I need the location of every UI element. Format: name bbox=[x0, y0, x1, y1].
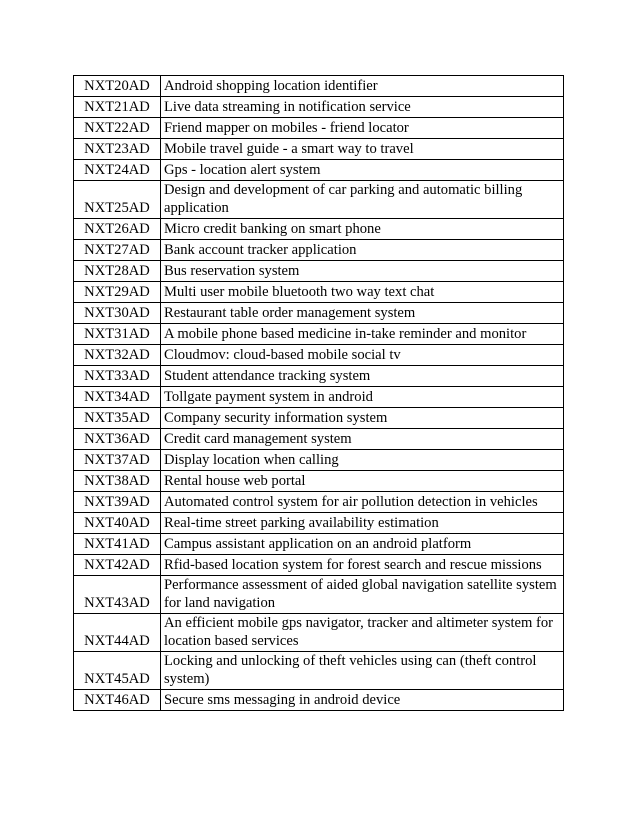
table-row bbox=[74, 614, 564, 652]
project-title: Company security information system bbox=[161, 408, 564, 429]
project-code: NXT37AD bbox=[74, 450, 161, 471]
project-title: Cloudmov: cloud-based mobile social tv bbox=[161, 345, 564, 366]
project-code: NXT35AD bbox=[74, 408, 161, 429]
project-title: Locking and unlocking of theft vehicles using can (theft control system) bbox=[161, 652, 564, 690]
project-title: Friend mapper on mobiles - friend locator bbox=[161, 118, 564, 139]
project-title: Gps - location alert system bbox=[161, 160, 564, 181]
table-row bbox=[74, 450, 564, 471]
project-title: Performance assessment of aided global navigation satellite system for land navigation bbox=[161, 576, 564, 614]
table-row bbox=[74, 240, 564, 261]
table-row bbox=[74, 97, 564, 118]
project-code: NXT32AD bbox=[74, 345, 161, 366]
project-title: Micro credit banking on smart phone bbox=[161, 219, 564, 240]
table-row bbox=[74, 282, 564, 303]
project-code: NXT41AD bbox=[74, 534, 161, 555]
project-code: NXT26AD bbox=[74, 219, 161, 240]
project-code: NXT27AD bbox=[74, 240, 161, 261]
table-row bbox=[74, 513, 564, 534]
project-code: NXT34AD bbox=[74, 387, 161, 408]
table-row bbox=[74, 118, 564, 139]
project-table bbox=[73, 75, 564, 711]
project-code: NXT40AD bbox=[74, 513, 161, 534]
project-title: Real-time street parking availability estimation bbox=[161, 513, 564, 534]
table-row bbox=[74, 534, 564, 555]
project-title: A mobile phone based medicine in-take reminder and monitor bbox=[161, 324, 564, 345]
project-code: NXT42AD bbox=[74, 555, 161, 576]
project-title: Rfid-based location system for forest search and rescue missions bbox=[161, 555, 564, 576]
table-row bbox=[74, 576, 564, 614]
project-title: Student attendance tracking system bbox=[161, 366, 564, 387]
project-code: NXT39AD bbox=[74, 492, 161, 513]
project-code: NXT36AD bbox=[74, 429, 161, 450]
project-code: NXT21AD bbox=[74, 97, 161, 118]
project-code: NXT28AD bbox=[74, 261, 161, 282]
table-row bbox=[74, 408, 564, 429]
table-row bbox=[74, 652, 564, 690]
project-title: Multi user mobile bluetooth two way text chat bbox=[161, 282, 564, 303]
project-title: An efficient mobile gps navigator, tracker and altimeter system for location based services bbox=[161, 614, 564, 652]
project-code: NXT44AD bbox=[74, 614, 161, 652]
project-title: Live data streaming in notification service bbox=[161, 97, 564, 118]
table-row bbox=[74, 345, 564, 366]
table-row bbox=[74, 366, 564, 387]
project-title: Automated control system for air pollution detection in vehicles bbox=[161, 492, 564, 513]
project-code: NXT31AD bbox=[74, 324, 161, 345]
table-row bbox=[74, 160, 564, 181]
project-code: NXT20AD bbox=[74, 76, 161, 97]
table-row bbox=[74, 76, 564, 97]
table-row bbox=[74, 219, 564, 240]
project-code: NXT43AD bbox=[74, 576, 161, 614]
project-code: NXT29AD bbox=[74, 282, 161, 303]
project-code: NXT22AD bbox=[74, 118, 161, 139]
project-title: Mobile travel guide - a smart way to travel bbox=[161, 139, 564, 160]
table-row bbox=[74, 324, 564, 345]
project-code: NXT38AD bbox=[74, 471, 161, 492]
project-code: NXT30AD bbox=[74, 303, 161, 324]
table-row bbox=[74, 387, 564, 408]
table-row bbox=[74, 181, 564, 219]
table-row bbox=[74, 139, 564, 160]
project-title: Restaurant table order management system bbox=[161, 303, 564, 324]
table-row bbox=[74, 261, 564, 282]
project-code: NXT25AD bbox=[74, 181, 161, 219]
project-code: NXT46AD bbox=[74, 690, 161, 711]
project-code: NXT45AD bbox=[74, 652, 161, 690]
table-row bbox=[74, 690, 564, 711]
project-table-body bbox=[74, 76, 564, 711]
project-title: Android shopping location identifier bbox=[161, 76, 564, 97]
project-title: Tollgate payment system in android bbox=[161, 387, 564, 408]
table-row bbox=[74, 429, 564, 450]
project-title: Display location when calling bbox=[161, 450, 564, 471]
table-row bbox=[74, 492, 564, 513]
project-code: NXT33AD bbox=[74, 366, 161, 387]
table-row bbox=[74, 471, 564, 492]
project-title: Bank account tracker application bbox=[161, 240, 564, 261]
project-title: Bus reservation system bbox=[161, 261, 564, 282]
project-code: NXT23AD bbox=[74, 139, 161, 160]
project-title: Secure sms messaging in android device bbox=[161, 690, 564, 711]
project-code: NXT24AD bbox=[74, 160, 161, 181]
project-title: Campus assistant application on an android platform bbox=[161, 534, 564, 555]
project-title: Credit card management system bbox=[161, 429, 564, 450]
table-row bbox=[74, 303, 564, 324]
table-row bbox=[74, 555, 564, 576]
project-title: Rental house web portal bbox=[161, 471, 564, 492]
project-title: Design and development of car parking and automatic billing application bbox=[161, 181, 564, 219]
